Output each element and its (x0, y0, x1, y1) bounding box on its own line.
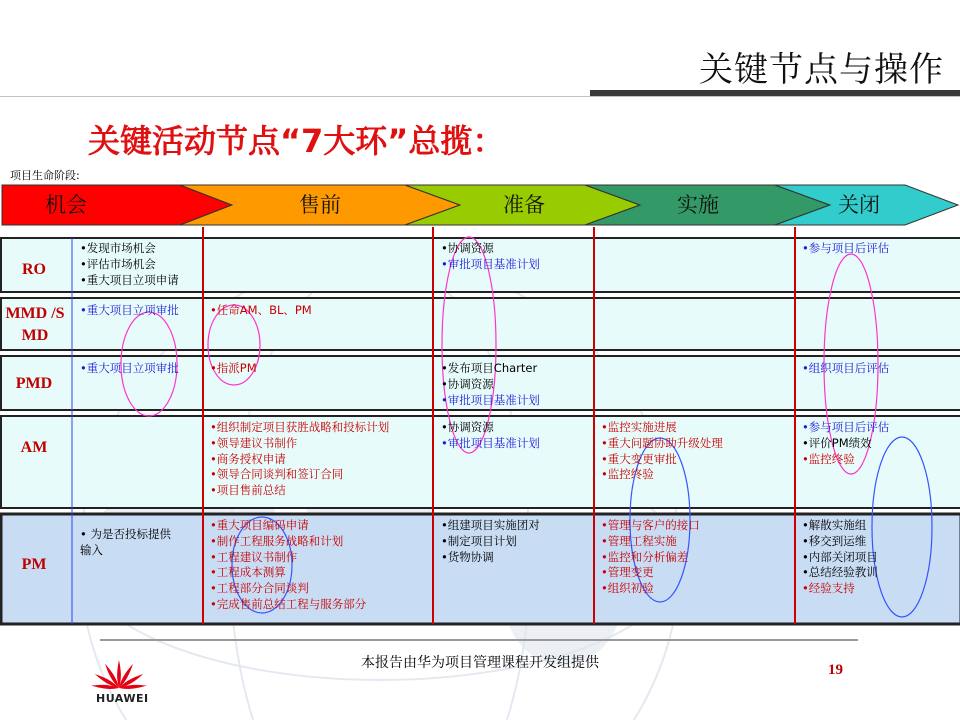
cell-item: •监控实施进展 (601, 420, 677, 434)
cell-item: •协调资源 (441, 376, 494, 391)
cell-item: •解散实施组 (802, 518, 867, 532)
cell-item: •组织初验 (601, 581, 654, 596)
phase-implement-label: 实施 (677, 193, 719, 217)
cell-item: • 为是否投标提供 (80, 527, 171, 541)
cell-item: •移交到运维 (802, 533, 867, 548)
cell-mmd-presale (210, 303, 312, 319)
cell-pm-implement (601, 518, 700, 597)
cell-pmd-prepare (441, 361, 540, 408)
cell-item: •协调资源 (441, 241, 494, 255)
cell-item: •重大项目编码申请 (210, 518, 309, 532)
cell-pm-presale (210, 518, 366, 613)
cell-item: •组建项目实施团对 (441, 518, 540, 532)
cell-item: •管理与客户的接口 (601, 518, 700, 532)
cell-pm-close (802, 518, 878, 597)
phase-opportunity-label: 机会 (45, 193, 87, 217)
cell-item: •审批项目基准计划 (441, 392, 540, 407)
cell-item: •组织项目后评估 (802, 361, 890, 375)
cell-item: •任命AM、BL、PM (210, 303, 312, 317)
cell-ro-close (802, 241, 889, 257)
cell-item: •管理工程实施 (601, 533, 677, 548)
phase-presale-label: 售前 (299, 193, 341, 217)
cell-item: •重大问题协助升级处理 (601, 435, 723, 450)
role-pmd-label: PMD (15, 375, 53, 392)
footer-credit: 本报告由华为项目管理课程开发组提供 (361, 655, 599, 671)
cell-item: •经验支持 (802, 581, 855, 596)
cell-item: •评价PM绩效 (802, 435, 872, 450)
cell-item: •发布项目Charter (441, 361, 538, 375)
cell-item: •重大项目立项审批 (80, 303, 179, 317)
huawei-logo-text: HUAWEI (96, 692, 149, 705)
cell-item: •重大变更审批 (601, 451, 677, 466)
lifecycle-label: 项目生命阶段: (10, 169, 80, 182)
cell-item: •指派PM (210, 361, 257, 375)
cell-pm-prepare (441, 518, 540, 565)
cell-item: •总结经验教训 (802, 565, 878, 580)
cell-am-prepare (441, 420, 540, 452)
cell-item: •完成售前总结工程与服务部分 (210, 596, 367, 611)
role-ro-label: RO (22, 261, 46, 278)
cell-item: •工程部分合同谈判 (210, 581, 309, 596)
cell-item: •工程建议书制作 (210, 549, 298, 564)
cell-item: •监控终验 (802, 451, 855, 466)
cell-pmd-close (802, 361, 889, 377)
role-mmd-label: MMD /SMD (5, 305, 65, 344)
cell-ro-prepare (441, 241, 540, 273)
role-pm-label: PM (21, 556, 47, 573)
page-number: 19 (828, 662, 843, 678)
cell-item: •商务授权申请 (210, 451, 286, 466)
cell-item: •管理变更 (601, 565, 654, 580)
section-subtitle: 关键活动节点“7大环”总揽： (88, 122, 505, 160)
cell-am-close (802, 420, 889, 467)
cell-pm-opportunity (80, 527, 171, 559)
cell-item: •参与项目后评估 (802, 420, 890, 434)
cell-item: •制定项目计划 (441, 533, 517, 548)
cell-item: •监控和分析偏差 (601, 549, 689, 564)
cell-item: •评估市场机会 (80, 256, 156, 271)
cell-item: •重大项目立项审批 (80, 361, 179, 375)
phase-close-label: 关闭 (838, 193, 880, 217)
cell-mmd-opportunity (80, 303, 179, 319)
cell-item: •协调资源 (441, 420, 494, 434)
cell-item: •制作工程服务战略和计划 (210, 533, 344, 548)
cell-pmd-opportunity (80, 361, 179, 377)
cell-item: •发现市场机会 (80, 241, 156, 255)
cell-item: •内部关闭项目 (802, 549, 878, 564)
cell-am-implement (601, 420, 723, 483)
cell-am-presale (210, 420, 389, 499)
cell-item: •参与项目后评估 (802, 241, 890, 255)
cell-ro-opportunity (80, 241, 179, 288)
phase-arrows (2, 185, 958, 225)
phase-prepare-label: 准备 (503, 193, 545, 217)
slide-title: 关键节点与操作 (699, 50, 944, 90)
cell-item: 输入 (80, 542, 103, 557)
cell-item: •领导建议书制作 (210, 435, 298, 450)
cell-item: •领导合同谈判和签订合同 (210, 467, 344, 482)
cell-item: •工程成本测算 (210, 565, 286, 580)
cell-item: •项目售前总结 (210, 483, 286, 498)
cell-item: •审批项目基准计划 (441, 256, 540, 271)
cell-item: •审批项目基准计划 (441, 435, 540, 450)
cell-item: •组织制定项目获胜战略和投标计划 (210, 420, 390, 434)
role-am-label: AM (20, 439, 48, 456)
cell-item: •货物协调 (441, 549, 494, 564)
cell-pmd-presale (210, 361, 257, 377)
cell-item: •重大项目立项申请 (80, 272, 179, 287)
cell-item: •监控终验 (601, 467, 654, 482)
